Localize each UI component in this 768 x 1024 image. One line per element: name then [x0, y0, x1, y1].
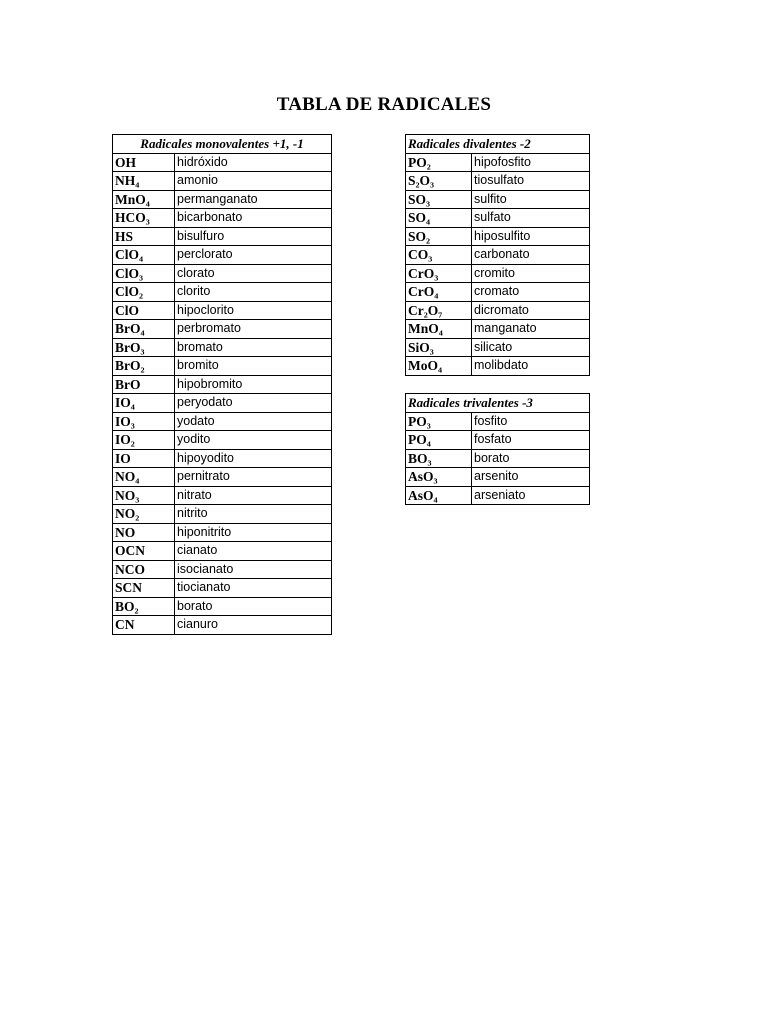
- table-row: [406, 468, 590, 487]
- radical-formula: CN: [113, 616, 175, 635]
- table-header: Radicales trivalentes -3: [406, 394, 590, 413]
- page-title: TABLA DE RADICALES: [276, 94, 492, 115]
- radical-name: nitrato: [175, 486, 332, 505]
- table-row: [406, 357, 590, 376]
- table-row: [113, 320, 332, 339]
- radical-formula: SCN: [113, 579, 175, 598]
- table-header: Radicales monovalentes +1, -1: [113, 135, 332, 154]
- radical-name: amonio: [175, 172, 332, 191]
- radical-name: borato: [472, 449, 590, 468]
- radical-formula: IO₃: [113, 412, 175, 431]
- radical-formula: PO₃: [406, 412, 472, 431]
- table-header: Radicales divalentes -2: [406, 135, 590, 154]
- radical-formula: SiO₃: [406, 338, 472, 357]
- table-row: [113, 412, 332, 431]
- radical-name: manganato: [472, 320, 590, 339]
- table-row: [113, 579, 332, 598]
- radical-formula: SO₄: [406, 209, 472, 228]
- radical-name: hidróxido: [175, 153, 332, 172]
- table-row: [406, 449, 590, 468]
- radical-formula: SO₂: [406, 227, 472, 246]
- table-row: [406, 172, 590, 191]
- divalent-radicals-table: [405, 134, 590, 376]
- radical-formula: BO₃: [406, 449, 472, 468]
- table-row: [113, 449, 332, 468]
- table-row: [113, 301, 332, 320]
- table-row: [113, 431, 332, 450]
- radical-name: bromato: [175, 338, 332, 357]
- radical-name: arseniato: [472, 486, 590, 505]
- radical-name: clorato: [175, 264, 332, 283]
- table-row: [113, 227, 332, 246]
- radical-formula: OH: [113, 153, 175, 172]
- radical-formula: S₂O₃: [406, 172, 472, 191]
- radical-formula: NO: [113, 523, 175, 542]
- table-row: [113, 246, 332, 265]
- table-row: [406, 412, 590, 431]
- radical-name: cianuro: [175, 616, 332, 635]
- radical-formula: HCO₃: [113, 209, 175, 228]
- radical-formula: CrO₃: [406, 264, 472, 283]
- table-row: [113, 357, 332, 376]
- table-row: [113, 283, 332, 302]
- radical-name: tiosulfato: [472, 172, 590, 191]
- table-row: [113, 375, 332, 394]
- radical-name: pernitrato: [175, 468, 332, 487]
- table-row: [113, 153, 332, 172]
- table-row: [406, 264, 590, 283]
- radical-formula: NCO: [113, 560, 175, 579]
- radical-name: sulfato: [472, 209, 590, 228]
- radical-formula: BrO₃: [113, 338, 175, 357]
- radical-formula: ClO₂: [113, 283, 175, 302]
- radical-formula: BO₂: [113, 597, 175, 616]
- radical-name: bromito: [175, 357, 332, 376]
- table-row: [113, 542, 332, 561]
- table-row: [113, 523, 332, 542]
- radical-name: dicromato: [472, 301, 590, 320]
- radical-formula: NO₄: [113, 468, 175, 487]
- radical-name: cromato: [472, 283, 590, 302]
- radical-formula: SO₃: [406, 190, 472, 209]
- radical-name: peryodato: [175, 394, 332, 413]
- radical-name: tiocianato: [175, 579, 332, 598]
- radical-name: cianato: [175, 542, 332, 561]
- radical-name: perbromato: [175, 320, 332, 339]
- radical-formula: BrO₄: [113, 320, 175, 339]
- radical-formula: CO₃: [406, 246, 472, 265]
- table-row: [113, 505, 332, 524]
- table-row: [406, 486, 590, 505]
- radical-name: permanganato: [175, 190, 332, 209]
- radical-formula: PO₂: [406, 153, 472, 172]
- radical-name: hipobromito: [175, 375, 332, 394]
- radical-formula: MoO₄: [406, 357, 472, 376]
- radical-name: hiponitrito: [175, 523, 332, 542]
- radical-formula: BrO: [113, 375, 175, 394]
- radical-name: arsenito: [472, 468, 590, 487]
- radical-name: nitrito: [175, 505, 332, 524]
- radical-formula: NH₄: [113, 172, 175, 191]
- radical-formula: IO₄: [113, 394, 175, 413]
- radical-formula: IO: [113, 449, 175, 468]
- radical-name: clorito: [175, 283, 332, 302]
- table-row: [406, 301, 590, 320]
- radical-name: isocianato: [175, 560, 332, 579]
- table-row: [406, 283, 590, 302]
- table-row: [113, 394, 332, 413]
- radical-name: bicarbonato: [175, 209, 332, 228]
- table-row: [406, 227, 590, 246]
- table-row: [113, 338, 332, 357]
- radical-formula: MnO₄: [113, 190, 175, 209]
- table-row: [113, 560, 332, 579]
- radical-name: carbonato: [472, 246, 590, 265]
- radical-name: fosfato: [472, 431, 590, 450]
- radical-formula: BrO₂: [113, 357, 175, 376]
- radical-name: yodato: [175, 412, 332, 431]
- radical-name: fosfito: [472, 412, 590, 431]
- radical-name: molibdato: [472, 357, 590, 376]
- table-row: [406, 338, 590, 357]
- radical-name: sulfito: [472, 190, 590, 209]
- radical-formula: CrO₄: [406, 283, 472, 302]
- table-row: [113, 468, 332, 487]
- radical-formula: OCN: [113, 542, 175, 561]
- radical-formula: AsO₄: [406, 486, 472, 505]
- table-row: [406, 431, 590, 450]
- table-row: [113, 597, 332, 616]
- radical-name: hipoclorito: [175, 301, 332, 320]
- radical-formula: ClO₃: [113, 264, 175, 283]
- radical-formula: PO₄: [406, 431, 472, 450]
- radical-name: hipoyodito: [175, 449, 332, 468]
- radical-name: yodito: [175, 431, 332, 450]
- table-row: [113, 616, 332, 635]
- radical-formula: ClO₄: [113, 246, 175, 265]
- table-row: [113, 264, 332, 283]
- radical-formula: HS: [113, 227, 175, 246]
- table-row: [113, 486, 332, 505]
- radical-formula: AsO₃: [406, 468, 472, 487]
- radical-formula: Cr₂O₇: [406, 301, 472, 320]
- radical-formula: ClO: [113, 301, 175, 320]
- radical-name: borato: [175, 597, 332, 616]
- table-row: [113, 209, 332, 228]
- radical-formula: NO₂: [113, 505, 175, 524]
- table-row: [406, 190, 590, 209]
- table-row: [113, 172, 332, 191]
- radical-formula: NO₃: [113, 486, 175, 505]
- radical-name: hiposulfito: [472, 227, 590, 246]
- table-row: [406, 246, 590, 265]
- table-row: [406, 153, 590, 172]
- monovalent-radicals-table: [112, 134, 332, 635]
- radical-name: perclorato: [175, 246, 332, 265]
- table-row: [113, 190, 332, 209]
- radical-name: bisulfuro: [175, 227, 332, 246]
- table-row: [406, 209, 590, 228]
- radical-name: hipofosfito: [472, 153, 590, 172]
- trivalent-radicals-table: [405, 393, 590, 505]
- radical-formula: IO₂: [113, 431, 175, 450]
- table-row: [406, 320, 590, 339]
- radical-name: silicato: [472, 338, 590, 357]
- radical-formula: MnO₄: [406, 320, 472, 339]
- radical-name: cromito: [472, 264, 590, 283]
